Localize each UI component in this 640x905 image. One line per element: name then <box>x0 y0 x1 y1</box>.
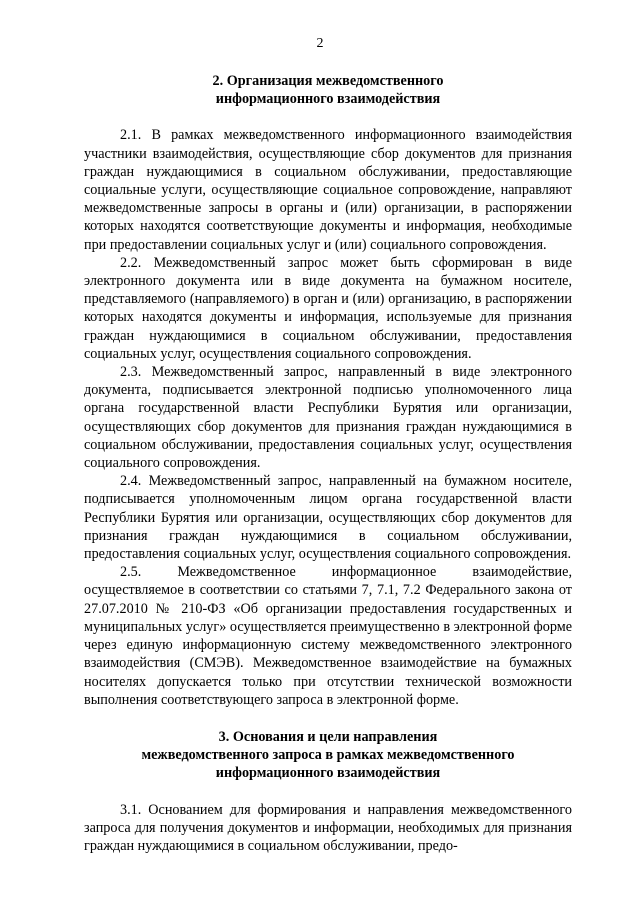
section-2-heading <box>84 72 572 108</box>
heading-line: межведомственного запроса в рамках межведомственного <box>141 747 515 764</box>
paragraph-2-5: 2.5. Межведомственное информационное взаимодействие, осуществляемое в соответствии со статьями 7, 7.1, 7.2 Федерального закона от 27.07.2010 № 210-ФЗ «Об организации предоставления государственных и муниципальных услуг» осуществляется преимущественно в электронной форме через единую информационную систему межведомственного электронного взаимодействия (СМЭВ). Межведомственное взаимодействие на бумажных носителях допускается только при отсутствии технической возможности выполнения соответствующего запроса в электронной форме. <box>84 564 572 708</box>
paragraph-2-2: 2.2. Межведомственный запрос может быть сформирован в виде электронного документа или в виде документа на бумажном носителе, представляемого (направляемого) в орган и (или) организацию, в распоряжении которых находятся документы и информация, используемые для признания граждан нуждающимися в социальном обслуживании, предоставления социальных услуг, осуществления социального сопровождения. <box>84 254 572 362</box>
page-number: 2 <box>316 36 324 51</box>
heading-line: 3. Основания и цели направления <box>218 728 438 745</box>
paragraph-2-1: 2.1. В рамках межведомственного информационного взаимодействия участники взаимодействия, осуществляющие сбор документов для признания граждан нуждающимися в социальном обслуживании, предоставляющие социальные услуги, осуществляющие социальное сопровождение, направляют межведомственные запросы в органы и (или) организации, в распоряжении которых находятся соответствующие документы и информация, необходимые при предоставлении социальных услуг и (или) социального сопровождения. <box>84 127 572 253</box>
paragraph-3-1: 3.1. Основанием для формирования и направления межведомственного запроса для получения документов и информации, необходимых для признания граждан нуждающимися в социальном обслуживании, предо- <box>84 801 572 854</box>
heading-line: информационного взаимодействия <box>215 765 441 782</box>
document-body <box>84 72 572 855</box>
paragraph-2-3: 2.3. Межведомственный запрос, направленный в виде электронного документа, подписывается электронной подписью уполномоченного лица органа государственной власти Республики Бурятия или организации, осуществляющих сбор документов для признания граждан нуждающимися в социальном обслуживании, предоставления социальных услуг, осуществления социального сопровождения. <box>84 364 572 472</box>
heading-line: информационного взаимодействия <box>215 91 441 108</box>
heading-line: 2. Организация межведомственного <box>212 73 444 89</box>
section-3-heading <box>84 728 572 783</box>
paragraph-2-4: 2.4. Межведомственный запрос, направленный на бумажном носителе, подписывается уполномоченным лицом органа государственной власти Республики Бурятия или организации, осуществляющих сбор документов для признания граждан нуждающимися в социальном обслуживании, предоставления социальных услуг, осуществления социального сопровождения. <box>84 473 572 563</box>
